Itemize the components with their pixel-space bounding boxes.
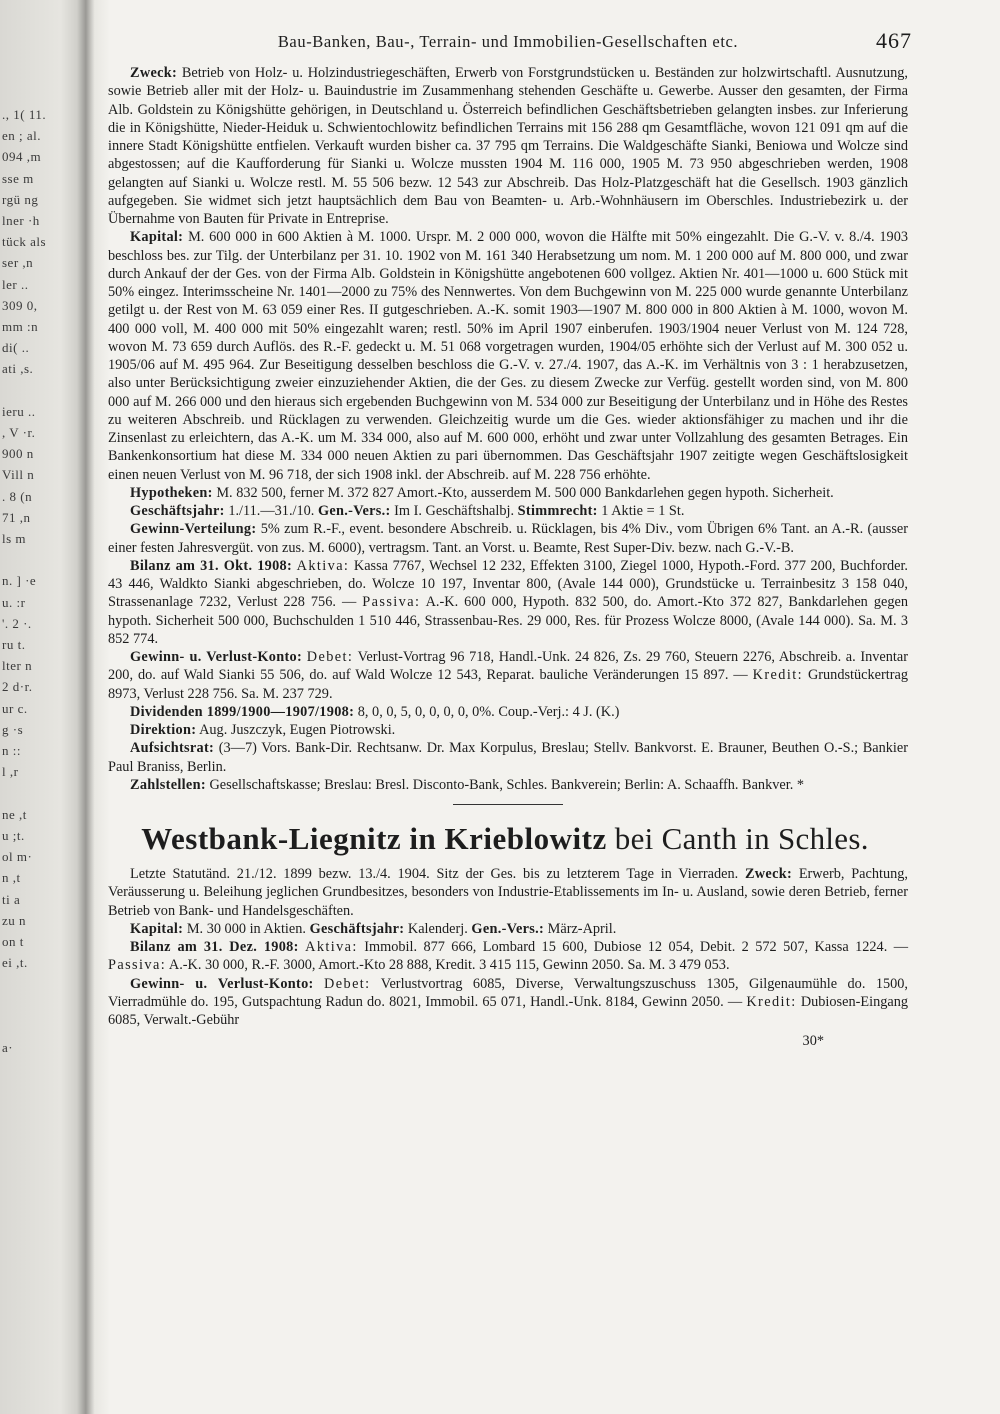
- gutter-line: ur c.: [2, 700, 28, 716]
- gutter-line: [2, 549, 64, 570]
- geschaeftsjahr2-label: Geschäftsjahr:: [309, 920, 405, 937]
- kapital-paragraph: [108, 228, 908, 484]
- gutter-line: 900 n: [2, 446, 34, 462]
- debet-label: Debet:: [306, 649, 354, 665]
- geschaeftsjahr-label: Geschäftsjahr:: [130, 503, 225, 519]
- gutter-line: u ;t.: [2, 827, 25, 843]
- gutter-line: a·: [2, 1039, 14, 1055]
- gutter-line: [2, 973, 64, 994]
- gutter-line: ler ..: [2, 276, 29, 292]
- guv-debet: Verlust-Vortrag 96 718, Handl.-Unk. 24 826, Zs. 29 760, Steuern 2276, Abschreib. a. Inventar 200, do. auf Wald Sianki 55 506, do. auf Wald Wolcze 12 543, Reparat. bauliche Veränderungen 15 897. —: [108, 649, 908, 684]
- gutter-line: , V ·r.: [2, 425, 36, 441]
- bilanz2-paragraph: [108, 938, 908, 975]
- kapital-text: M. 600 000 in 600 Aktien à M. 1000. Urspr. M. 2 000 000, wovon die Hälfte mit 50% eingezahlt. Die G.-V. v. 8./4. 1903 beschloss bes. zur Tilg. der Unterbilanz per 31. 10. 1902 von M. 161 340 Herabsetzung um nom. M. 1 200 000 auf M. 800 000, und zwar durch Ankauf der der Ges. von der Firma Alb. Goldstein in Königshütte angebotenen 600 vollgez. Aktien Nr. 401—1000 u. 600 Stück mit 50% eingez. Interimsscheine Nr. 1401—2000 zu 75% des Nennwertes. Von dem Buchgewinn von M. 225 000 wurde genannte Unterbilanz getilgt u. der Rest von M. 63 059 einer Res. II gutgeschrieben. A.-K. somit 1903—1907 M. 800 000 in 800 Aktien à M. 1000, wovon M. 400 000 voll, M. 400 000 mit 50% eingezahlt waren; restl. 50% im April 1907 einberufen. 1903/1904 neuer Verlust von M. 124 728, wovon M. 73 659 durch Auflös. des R.-F. gedeckt u. M. 51 068 vorgetragen wurden, 1904/05 erhöhte sich der Verlust auf M. 300 052 u. 1905/06 auf M. 495 964. Zur Beseitigung desselben beschloss die G.-V. v. 27./4. 1907, das A.-K. im Verhältnis von 3 : 1 herabzusetzen, also unter Berücksichtigung zweier einzuziehender Aktien, die der Ges. zu diesem Zwecke zur Verfüg. gestellt worden sind, von M. 800 000 auf M. 266 000 und den hieraus sich ergebenden Buchgewinn von M. 534 000 zur Beseitigung der Unterbilanz und in Höhe des Restes zu weiteren Abschreib. und Rücklagen zu verwenden. Gleichzeitig wurde um die Ges. wieder aktionsfähiger zu machen und ihr die Zinsenlast zu erleichtern, das A.-K. um M. 334 000, also auf M. 600 000, erhöht und zwar unter Vollzahlung des gesamten Betrages. Ein Bankenkonsortium hat diese M. 334 000 neuen Aktien zu pari übernommen. Das Geschäftsjahr 1907 zeitigte wegen Geschäftslosigkeit einen neuen Verlust von M. 96 718, der sich 1908 inkl. der Abschreib. auf M. 228 756 erhöhte.: [108, 229, 908, 483]
- passiva-label: Passiva:: [362, 594, 421, 611]
- gutter-line: [2, 380, 64, 401]
- gutter-line: 2 d·r.: [2, 679, 33, 695]
- dividenden-paragraph: [108, 703, 908, 721]
- gutter-line: [2, 995, 64, 1016]
- gutter-line: n. ] ·e: [2, 573, 37, 589]
- signature-mark: 30*: [802, 1033, 824, 1050]
- gutter-line: ls m: [2, 531, 27, 547]
- gutter-line: di( ..: [2, 340, 30, 356]
- facing-page-gutter: [0, 0, 110, 1414]
- zahlstellen-text: Gesellschaftskasse; Breslau: Bresl. Disconto-Bank, Schles. Bankverein; Berlin: A. Schaaffh. Bankver. *: [209, 776, 804, 793]
- gutter-line: u. :r: [2, 594, 26, 610]
- kredit2-label: Kredit:: [746, 993, 797, 1010]
- gutter-line: ., 1( 11.: [2, 107, 47, 122]
- bilanz-passiva: A.-K. 600 000, Hypoth. 832 500, do. Amort.-Kto 372 827, Bankdarlehen gegen hypoth. Sicherheit 500 000, Buchschulden 1 510 446, Strassenbau-Res. 29 000, Res. für Prozess Wolcze 8000, (Avale 144 000). Sa. M. 3 852 774.: [108, 594, 908, 647]
- company-location: bei Canth in Schles.: [614, 821, 869, 856]
- gutter-line: rgü ng: [2, 191, 39, 207]
- gen-vers2-label: Gen.-Vers.:: [471, 920, 545, 937]
- bilanz2-passiva: A.-K. 30 000, R.-F. 3000, Amort.-Kto 28 888, Kredit. 3 415 115, Gewinn 2050. Sa. M. 3 479 053.: [168, 957, 730, 974]
- gutter-line: lner ·h: [2, 213, 40, 229]
- gutter-text: [2, 104, 64, 1122]
- gewinn-verteilung-label: Gewinn-Verteilung:: [130, 521, 257, 538]
- gutter-line: tück als: [2, 234, 47, 250]
- gutter-line: ati ,s.: [2, 361, 34, 377]
- gutter-line: en ; al.: [2, 128, 42, 144]
- geschaeftsjahr-paragraph: [108, 502, 908, 520]
- guv-label: Gewinn- u. Verlust-Konto:: [130, 649, 303, 665]
- aufsichtsrat-text: (3—7) Vors. Bank-Dir. Rechtsanw. Dr. Max Korpulus, Breslau; Stellv. Bankvorst. E. Brauner, Beuthen O.-S.; Bankier Paul Braniss, Berlin.: [108, 740, 908, 775]
- passiva2-label: Passiva:: [108, 957, 167, 974]
- gutter-line: n ,t: [2, 870, 21, 886]
- geschaeftsjahr2-text: Kalenderj.: [407, 920, 468, 937]
- gutter-line: mm :n: [2, 319, 39, 335]
- header-title: Bau-Banken, Bau-, Terrain- und Immobilien-Gesellschaften etc.: [277, 32, 739, 51]
- gutter-line: ol m·: [2, 849, 33, 865]
- gutter-line: zu n: [2, 912, 27, 928]
- zahlstellen-label: Zahlstellen:: [130, 776, 206, 793]
- gutter-line: [2, 1101, 64, 1122]
- gutter-line: . 8 (n: [2, 488, 33, 504]
- direktion-text: Aug. Juszczyk, Eugen Piotrowski.: [199, 722, 396, 738]
- gutter-line: 094 ,m: [2, 149, 42, 165]
- gutter-line: ru t.: [2, 637, 26, 653]
- hypotheken-paragraph: [108, 484, 908, 502]
- guv-paragraph: [108, 648, 908, 703]
- company-name: Westbank-Liegnitz in Krieblowitz: [141, 821, 607, 856]
- gen-vers2-text: März-April.: [547, 920, 617, 937]
- gutter-line: [2, 1016, 64, 1037]
- direktion-label: Direktion:: [130, 722, 197, 738]
- zweck-paragraph: [108, 64, 908, 228]
- section-divider: [453, 804, 563, 805]
- zahlstellen-paragraph: [108, 776, 908, 794]
- geschaeftsjahr-text: 1./11.—31./10.: [228, 503, 315, 519]
- gutter-line: ser ,n: [2, 255, 34, 271]
- guv-kredit: Grundstückertrag 8973, Verlust 228 756. Sa. M. 237 729.: [108, 667, 908, 702]
- bilanz-paragraph: [108, 557, 908, 648]
- aufsichtsrat-paragraph: [108, 739, 908, 776]
- gutter-line: ieru ..: [2, 403, 36, 419]
- running-header: [108, 28, 912, 64]
- page-number: 467: [876, 28, 912, 53]
- gutter-line: ne ,t: [2, 806, 27, 822]
- bilanz-aktiva: Kassa 7767, Wechsel 12 232, Effekten 3100, Ziegel 1000, Hypoth.-Ford. 377 200, Buchforder. 43 446, Waldkto Sianki abgeschrieben, do. Wolcze 10 197, Inventar 800, (Avale 144 000), Grundstücke u. Terrainbesitz 3 158 040, Strassenanlage 7232, Verlust 228 756. —: [108, 557, 908, 611]
- aktiva2-label: Aktiva:: [305, 939, 358, 955]
- gewinn-verteilung-paragraph: [108, 520, 908, 557]
- gutter-line: g ·s: [2, 721, 24, 737]
- statut-paragraph: [108, 865, 908, 920]
- gen-vers-label: Gen.-Vers.:: [317, 503, 391, 519]
- dividenden-label: Dividenden 1899/1900—1907/1908:: [130, 703, 355, 720]
- gutter-line: [2, 1058, 64, 1079]
- gutter-line: '. 2 ·.: [2, 615, 32, 631]
- kapital-label: Kapital:: [130, 229, 184, 246]
- dividenden-text: 8, 0, 0, 5, 0, 0, 0, 0, 0%. Coup.-Verj.: 4 J. (K.): [357, 703, 620, 720]
- gutter-line: Vill n: [2, 467, 35, 483]
- statut-text: Letzte Statutänd. 21./12. 1899 bezw. 13./4. 1904. Sitz der Ges. bis zu letzterem Tage in Vierraden.: [130, 866, 739, 882]
- hypotheken-text: M. 832 500, ferner M. 372 827 Amort.-Kto, ausserdem M. 500 000 Bankdarlehen gegen hypoth. Sicherheit.: [216, 484, 834, 501]
- company-heading: [102, 819, 908, 859]
- stimmrecht-text: 1 Aktie = 1 St.: [601, 503, 685, 519]
- gutter-line: 71 ,n: [2, 509, 31, 525]
- guv2-kredit: Dubiosen-Eingang 6085, Verwalt.-Gebühr: [108, 993, 909, 1028]
- direktion-paragraph: [108, 721, 908, 739]
- gutter-line: [2, 783, 64, 804]
- kredit-label: Kredit:: [752, 667, 803, 684]
- hypotheken-label: Hypotheken:: [130, 484, 213, 501]
- gewinn-verteilung-text: 5% zum R.-F., event. besondere Abschreib. u. Rücklagen, bis 4% Div., vom Übrigen 6% Tant. an A.-R. (ausser einer festen Jahresvergüt. von zus. M. 6000), vertragsm. Tant. an Vorst. u. Beamte, Rest Super-Div. bezw. nach G.-V.-B.: [108, 521, 908, 556]
- kapital2-text: M. 30 000 in Aktien.: [186, 920, 306, 937]
- kapital2-label: Kapital:: [130, 920, 184, 937]
- zweck2-text: Erwerb, Pachtung, Veräusserung u. Beleihung jeglichen Grundbesitzes, besonders von Industrie-Etablissements im In- u. Ausland, sowie deren Betrieb, ferner Betrieb von Bank- und Handelsgeschäften.: [108, 866, 908, 919]
- gen-vers-text: Im I. Geschäftshalbj.: [394, 503, 515, 519]
- guv2-paragraph: [108, 975, 908, 1030]
- bilanz2-aktiva: Immobil. 877 666, Lombard 15 600, Dubiose 12 054, Debit. 2 572 507, Kassa 1224. —: [364, 939, 908, 955]
- gutter-line: ti a: [2, 891, 21, 907]
- gutter-line: l ,r: [2, 764, 19, 780]
- gutter-line: 309 0,: [2, 297, 38, 313]
- stimmrecht-label: Stimmrecht:: [517, 503, 598, 519]
- zweck-label: Zweck:: [130, 65, 178, 81]
- guv2-label: Gewinn- u. Verlust-Konto:: [130, 975, 314, 992]
- kapital2-paragraph: [108, 920, 908, 938]
- gutter-line: lter n: [2, 658, 33, 674]
- gutter-line: ei ,t.: [2, 955, 28, 971]
- bilanz-label: Bilanz am 31. Okt. 1908:: [130, 557, 293, 574]
- gutter-line: n ::: [2, 743, 21, 759]
- zweck-text: Betrieb von Holz- u. Holzindustriegeschäften, Erwerb von Forstgrundstücken u. Beständen zur holzwirtschaftl. Ausnutzung, sowie Betrieb aller mit der Holz- u. Bauindustrie im Zusammenhang stehenden Geschäfte u. Gewerbe. Ausser den gesamten, der Firma Alb. Goldstein zu Königshütte gehörigen, in Deutschland u. Österreich befindlichen Geschäftsbetrieben gelangten insbes. zur Inferierung die in Königshütte, Nieder-Heiduk u. Schwientochlowitz befindlichen Terrains mit 156 288 qm Gesamtfläche, wovon 121 091 qm auf die innere Stadt Königshütte entfielen. Verkauft wurden bisher ca. 37 795 qm Terrains. Die Waldgeschäfte Sianki, Beniowa und Wolcze sind abgestossen; auf die Kaufforderung für Sianki u. Wolcze mussten 1904 M. 116 000, 1905 M. 73 950 abgeschrieben werden, 1908 gelangten auf Sianki u. Wolcze restl. M. 55 506 bezw. 12 543 zur Abschreib. Das Holz-Platzgeschäft hat die Gesellsch. 1903 gänzlich aufgegeben. Sie widmet sich jetzt hauptsächlich dem Bau von Beamten- u. Arb.-Wohnhäusern im Oberschles. Industriebezirk u. der Übernahme von Bauten für Private in Entreprise.: [108, 65, 908, 227]
- aktiva-label: Aktiva:: [296, 557, 350, 574]
- bilanz2-label: Bilanz am 31. Dez. 1908:: [130, 939, 299, 955]
- debet2-label: Debet:: [324, 975, 371, 992]
- gutter-line: sse m: [2, 170, 34, 186]
- aufsichtsrat-label: Aufsichtsrat:: [130, 740, 215, 757]
- gutter-line: [2, 1079, 64, 1100]
- document-page: [108, 28, 912, 1050]
- zweck2-label: Zweck:: [744, 866, 793, 882]
- gutter-line: on t: [2, 933, 24, 949]
- guv2-debet: Verlustvortrag 6085, Diverse, Verwaltungszuschuss 1305, Gilgenaumühle do. 1500, Vierradmühle do. 195, Gutspachtung Radun do. 8021, Immobil. 65 071, Handl.-Unk. 8184, Gewinn 2050. —: [108, 975, 908, 1010]
